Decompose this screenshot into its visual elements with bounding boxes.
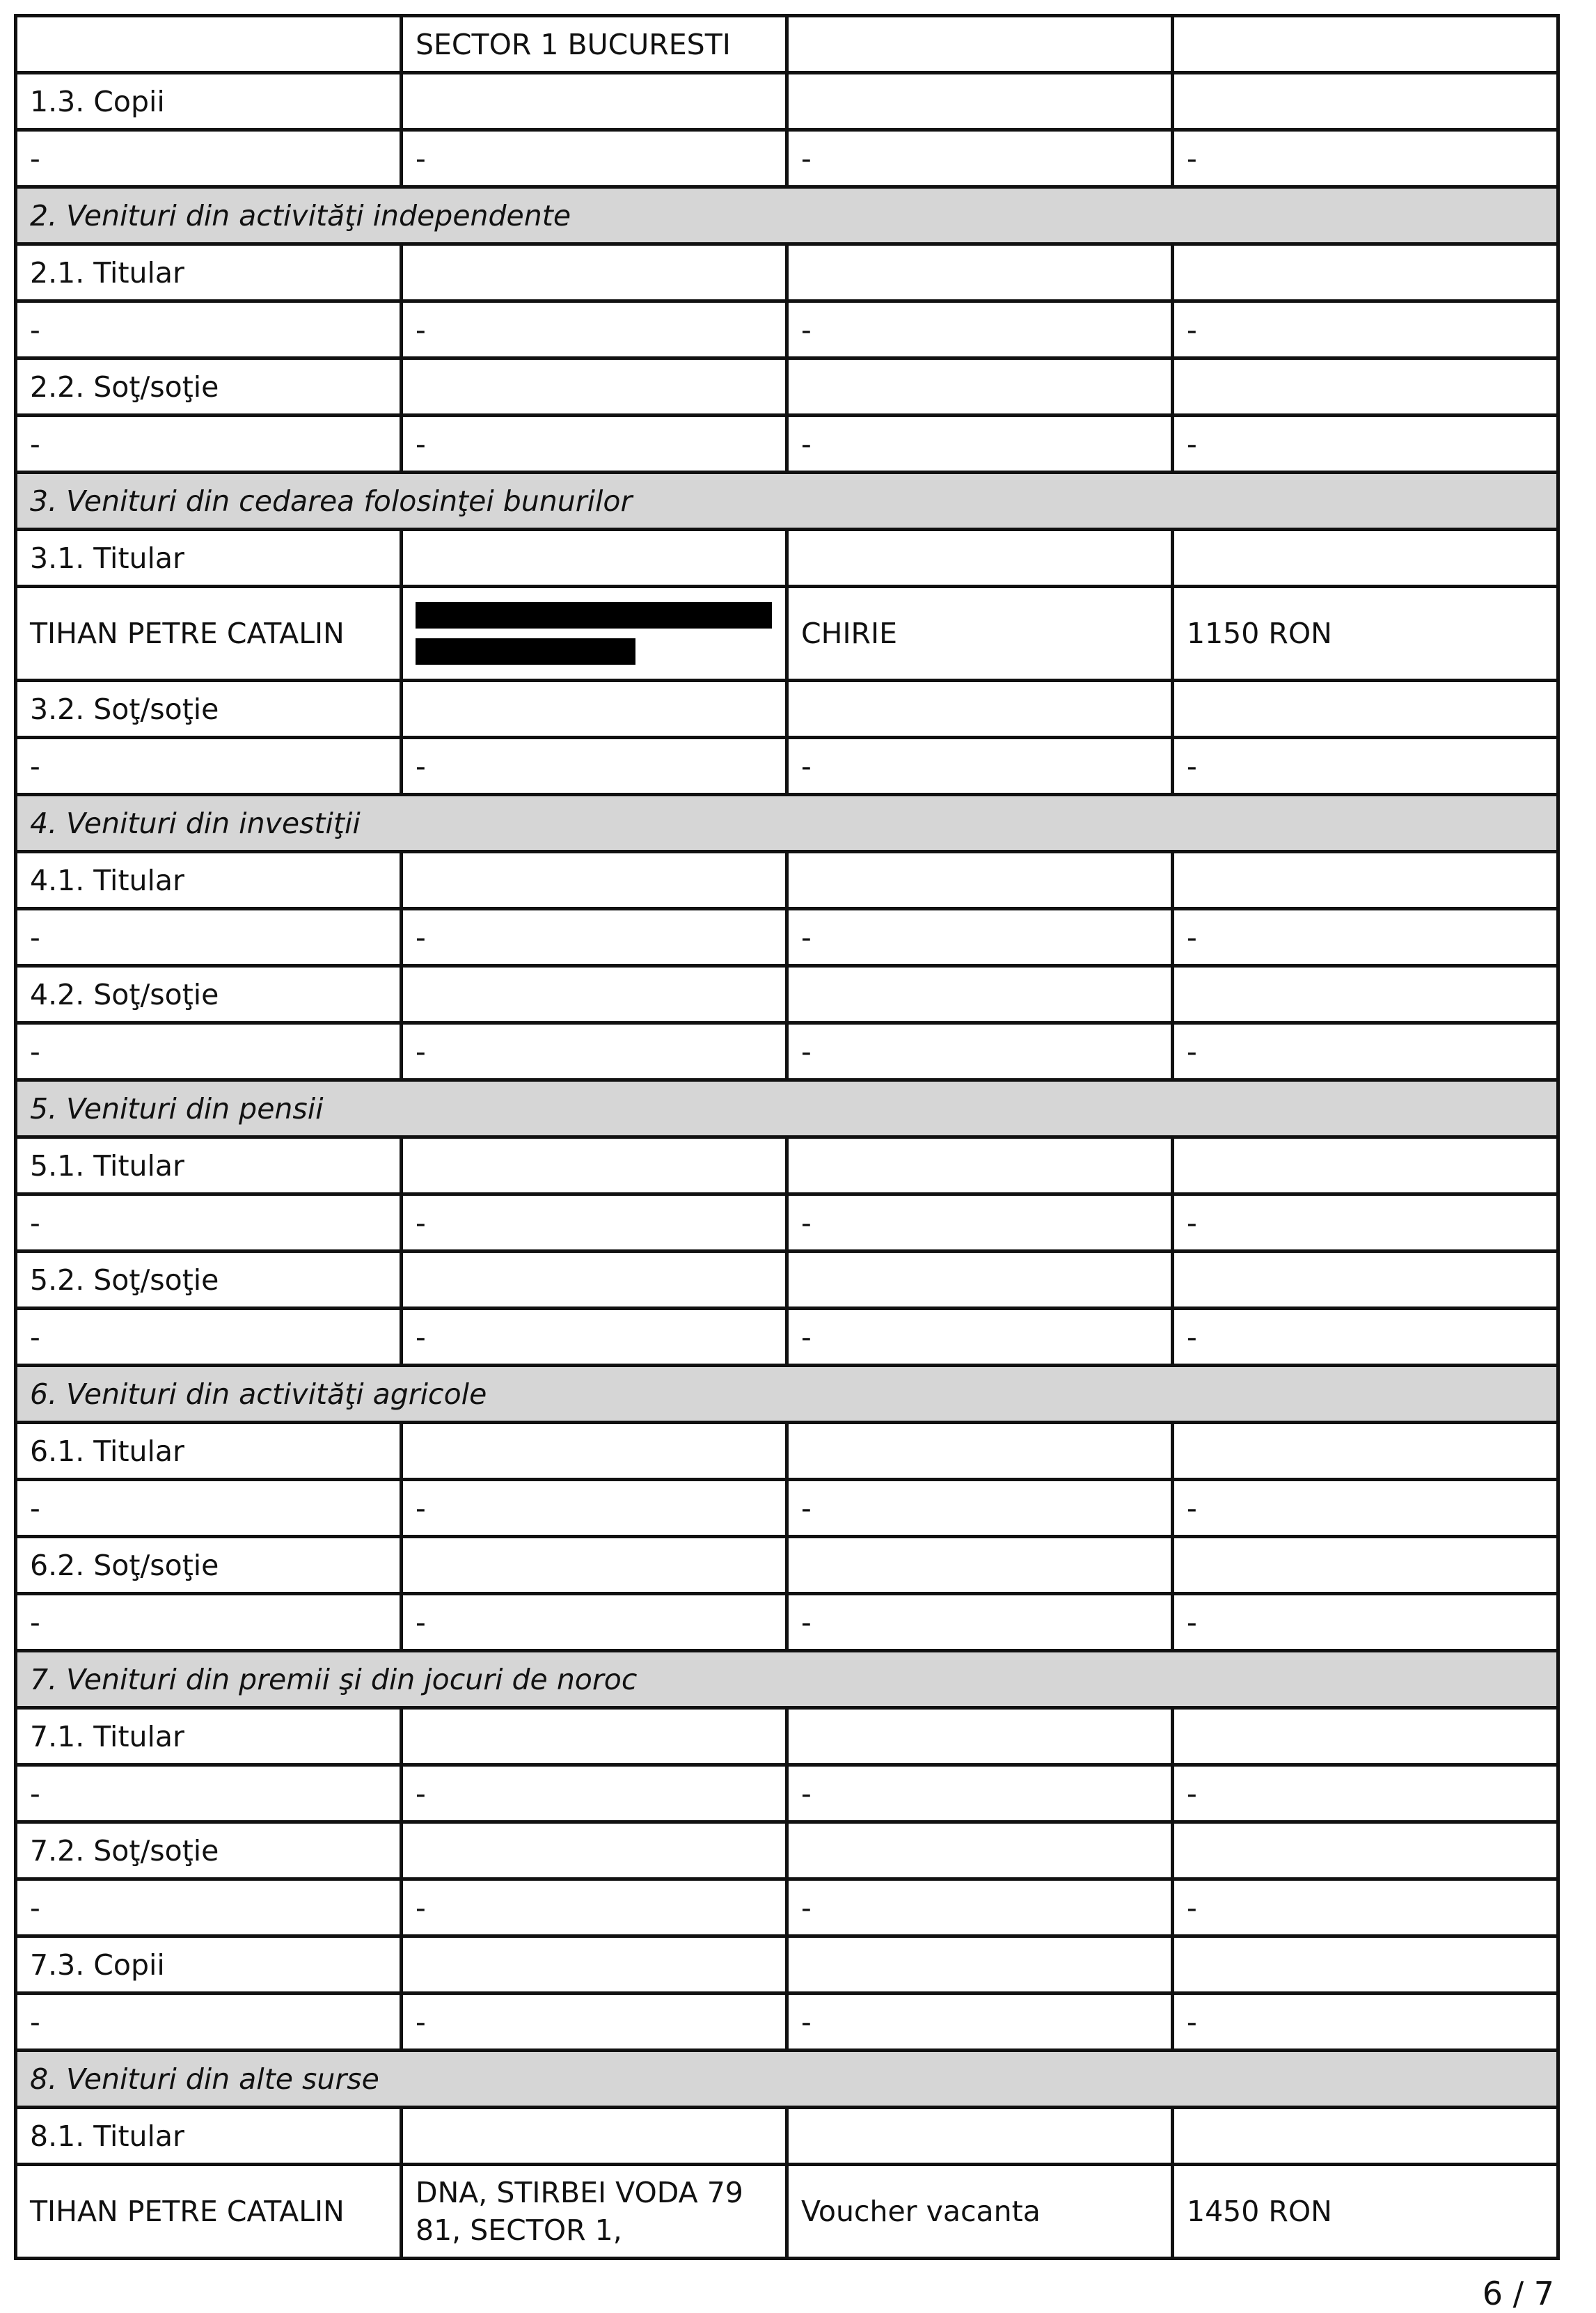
table-cell: - — [402, 130, 787, 187]
table-row — [16, 1252, 1558, 1309]
table-cell — [1173, 244, 1558, 301]
page-number: 6 / 7 — [1482, 2275, 1554, 2312]
table-cell: - — [787, 1309, 1173, 1366]
table-cell: - — [402, 1194, 787, 1252]
table-cell: - — [787, 1879, 1173, 1936]
table-cell: - — [1173, 416, 1558, 473]
table-cell — [787, 73, 1173, 130]
table-cell: - — [1173, 1994, 1558, 2051]
table-cell: - — [787, 1765, 1173, 1822]
table-cell: - — [402, 1480, 787, 1537]
table-cell: - — [16, 738, 402, 795]
section-header-row — [16, 795, 1558, 852]
table-row — [16, 73, 1558, 130]
table-cell: - — [16, 1023, 402, 1080]
table-cell: 2.2. Soţ/soţie — [16, 358, 402, 416]
table-cell: - — [16, 909, 402, 966]
table-cell — [402, 852, 787, 909]
table-row — [16, 2108, 1558, 2165]
section-header-row — [16, 2051, 1558, 2108]
table-row — [16, 1879, 1558, 1936]
table-cell: - — [16, 1480, 402, 1537]
table-cell: - — [402, 1023, 787, 1080]
table-row — [16, 130, 1558, 187]
table-cell — [1173, 358, 1558, 416]
table-cell — [402, 1252, 787, 1309]
table-cell — [1173, 1423, 1558, 1480]
table-row — [16, 966, 1558, 1023]
table-cell — [1173, 1537, 1558, 1594]
income-declaration-table — [14, 14, 1560, 2260]
table-cell: - — [787, 1023, 1173, 1080]
section-header-row — [16, 187, 1558, 244]
table-cell: - — [402, 1765, 787, 1822]
table-cell: - — [1173, 1480, 1558, 1537]
table-cell: - — [16, 1194, 402, 1252]
table-cell — [1173, 852, 1558, 909]
table-cell: - — [787, 738, 1173, 795]
table-row — [16, 1594, 1558, 1651]
table-row — [16, 1137, 1558, 1194]
table-cell — [787, 1252, 1173, 1309]
table-cell — [787, 16, 1173, 73]
table-cell — [402, 966, 787, 1023]
table-cell — [1173, 1708, 1558, 1765]
table-cell — [402, 73, 787, 130]
table-cell: - — [402, 738, 787, 795]
table-cell: DNA, STIRBEI VODA 79 81, SECTOR 1, — [402, 2165, 787, 2259]
table-cell: - — [787, 1480, 1173, 1537]
section-heading: 3. Venituri din cedarea folosinţei bunurilor — [16, 473, 1558, 530]
table-cell: - — [787, 416, 1173, 473]
table-cell: 6.1. Titular — [16, 1423, 402, 1480]
table-row — [16, 1936, 1558, 1994]
table-row — [16, 1423, 1558, 1480]
section-heading: 2. Venituri din activităţi independente — [16, 187, 1558, 244]
table-cell: 5.2. Soţ/soţie — [16, 1252, 402, 1309]
table-row — [16, 852, 1558, 909]
table-cell: 6.2. Soţ/soţie — [16, 1537, 402, 1594]
table-cell — [787, 1822, 1173, 1879]
table-cell: - — [1173, 909, 1558, 966]
table-cell — [402, 1423, 787, 1480]
table-cell: - — [1173, 301, 1558, 358]
redacted-cell — [402, 587, 787, 681]
table-cell: - — [402, 1994, 787, 2051]
table-cell — [1173, 1822, 1558, 1879]
table-cell: - — [787, 130, 1173, 187]
table-row — [16, 416, 1558, 473]
table-row — [16, 1708, 1558, 1765]
table-cell — [402, 681, 787, 738]
table-row — [16, 1994, 1558, 2051]
table-cell — [1173, 73, 1558, 130]
table-cell: - — [787, 1594, 1173, 1651]
table-row — [16, 244, 1558, 301]
table-cell — [787, 244, 1173, 301]
table-cell: 8.1. Titular — [16, 2108, 402, 2165]
table-cell: - — [402, 1309, 787, 1366]
table-cell — [787, 1137, 1173, 1194]
table-cell: - — [16, 1594, 402, 1651]
table-cell: CHIRIE — [787, 587, 1173, 681]
table-row — [16, 1023, 1558, 1080]
table-cell: - — [402, 416, 787, 473]
table-cell — [16, 16, 402, 73]
table-cell: SECTOR 1 BUCURESTI — [402, 16, 787, 73]
table-row — [16, 2165, 1558, 2259]
table-cell — [787, 681, 1173, 738]
table-cell: - — [1173, 1023, 1558, 1080]
table-cell — [787, 2108, 1173, 2165]
table-cell: 1150 RON — [1173, 587, 1558, 681]
table-cell — [1173, 16, 1558, 73]
table-cell: - — [787, 909, 1173, 966]
table-cell: - — [16, 1765, 402, 1822]
table-row — [16, 587, 1558, 681]
table-cell — [1173, 966, 1558, 1023]
table-cell — [787, 966, 1173, 1023]
table-cell — [787, 358, 1173, 416]
table-row — [16, 16, 1558, 73]
section-heading: 8. Venituri din alte surse — [16, 2051, 1558, 2108]
table-cell: 4.2. Soţ/soţie — [16, 966, 402, 1023]
table-row — [16, 1822, 1558, 1879]
table-row — [16, 1309, 1558, 1366]
section-header-row — [16, 1080, 1558, 1137]
section-heading: 5. Venituri din pensii — [16, 1080, 1558, 1137]
table-cell: - — [1173, 1879, 1558, 1936]
table-cell — [1173, 1936, 1558, 1994]
table-cell: - — [1173, 130, 1558, 187]
table-cell: 2.1. Titular — [16, 244, 402, 301]
table-cell: 3.2. Soţ/soţie — [16, 681, 402, 738]
table-cell: - — [16, 301, 402, 358]
table-cell — [787, 1537, 1173, 1594]
table-cell: 5.1. Titular — [16, 1137, 402, 1194]
table-cell: - — [16, 1879, 402, 1936]
table-row — [16, 1765, 1558, 1822]
table-cell — [787, 852, 1173, 909]
table-row — [16, 1537, 1558, 1594]
table-cell — [1173, 681, 1558, 738]
table-cell: - — [16, 1994, 402, 2051]
table-cell — [402, 1936, 787, 1994]
table-row — [16, 681, 1558, 738]
table-cell: - — [1173, 1594, 1558, 1651]
table-row — [16, 1480, 1558, 1537]
table-cell — [787, 1936, 1173, 1994]
table-cell: 1450 RON — [1173, 2165, 1558, 2259]
table-cell: - — [402, 301, 787, 358]
table-cell: - — [402, 1594, 787, 1651]
table-cell: - — [16, 416, 402, 473]
table-cell — [402, 1537, 787, 1594]
table-cell: 7.1. Titular — [16, 1708, 402, 1765]
table-cell: - — [1173, 1194, 1558, 1252]
table-cell — [402, 244, 787, 301]
table-row — [16, 530, 1558, 587]
section-header-row — [16, 1651, 1558, 1708]
table-cell: - — [402, 909, 787, 966]
table-row — [16, 358, 1558, 416]
section-heading: 4. Venituri din investiţii — [16, 795, 1558, 852]
table-row — [16, 909, 1558, 966]
table-cell — [402, 1708, 787, 1765]
section-heading: 6. Venituri din activităţi agricole — [16, 1366, 1558, 1423]
table-cell: - — [16, 130, 402, 187]
table-cell — [1173, 1252, 1558, 1309]
table-cell — [1173, 1137, 1558, 1194]
table-cell — [787, 1423, 1173, 1480]
table-cell: 7.2. Soţ/soţie — [16, 1822, 402, 1879]
table-cell: Voucher vacanta — [787, 2165, 1173, 2259]
table-cell — [1173, 530, 1558, 587]
section-heading: 7. Venituri din premii şi din jocuri de noroc — [16, 1651, 1558, 1708]
table-row — [16, 301, 1558, 358]
table-cell: - — [787, 301, 1173, 358]
table-row — [16, 1194, 1558, 1252]
table-cell: 4.1. Titular — [16, 852, 402, 909]
table-row — [16, 738, 1558, 795]
table-cell: - — [1173, 738, 1558, 795]
table-cell: - — [787, 1994, 1173, 2051]
redaction-bar — [416, 602, 772, 629]
section-header-row — [16, 473, 1558, 530]
table-cell: - — [1173, 1765, 1558, 1822]
table-cell — [402, 1822, 787, 1879]
table-cell — [787, 1708, 1173, 1765]
table-cell: TIHAN PETRE CATALIN — [16, 587, 402, 681]
section-header-row — [16, 1366, 1558, 1423]
table-cell: - — [16, 1309, 402, 1366]
table-cell — [402, 530, 787, 587]
table-cell — [402, 2108, 787, 2165]
table-cell — [402, 358, 787, 416]
table-cell: - — [402, 1879, 787, 1936]
redaction-bar — [416, 638, 635, 665]
table-cell — [402, 1137, 787, 1194]
table-cell — [1173, 2108, 1558, 2165]
table-cell: 7.3. Copii — [16, 1936, 402, 1994]
table-cell: - — [787, 1194, 1173, 1252]
table-cell: 3.1. Titular — [16, 530, 402, 587]
table-cell — [787, 530, 1173, 587]
table-cell: - — [1173, 1309, 1558, 1366]
table-cell: TIHAN PETRE CATALIN — [16, 2165, 402, 2259]
table-cell: 1.3. Copii — [16, 73, 402, 130]
